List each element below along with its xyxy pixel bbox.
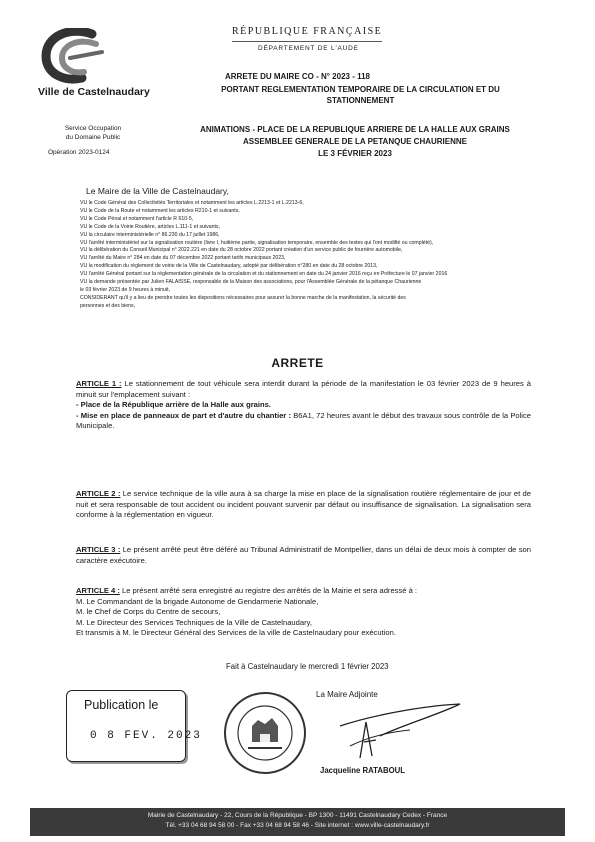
article-1: [76, 379, 531, 432]
service-line: du Domaine Public: [65, 134, 121, 141]
department-header: DÉPARTEMENT DE L'AUDE: [258, 45, 359, 52]
visa-line: VU l'arrêté Général portant sur la réglementation générale de la circulation et du stationnement en date du 24 janvier 2016 reçu en Préfecture le 07 janvier 2016: [80, 271, 448, 278]
visa-line: VU le Code de la Voirie Routière, articles L.111-1 et suivants,: [80, 223, 220, 230]
article-2-text: Le service technique de la ville aura à sa charge la mise en place de la signalisation routière réglementaire de jour et de nuit et sera responsable de tout accident ou incident pouvant survenir par défaut ou insuffisance de signalisation. La signalisation sera conforme à la réglementation en vigueur.: [76, 489, 531, 519]
visas-list: [80, 200, 545, 311]
visa-line: le 03 février 2023 de 9 heures à minuit,: [80, 286, 170, 293]
visa-line: VU le Code Pénal et notamment l'article R 610-5,: [80, 215, 194, 222]
arrete-heading: ARRETE: [271, 356, 324, 370]
article-4: [76, 586, 531, 639]
signature-title: La Maire Adjointe: [316, 690, 378, 699]
operation-number: Opération 2023-0124: [48, 149, 110, 156]
publication-date: 0 8 FEV. 2023: [90, 730, 202, 742]
animation-line: LE 3 FÉVRIER 2023: [318, 149, 392, 158]
footer: [30, 808, 565, 836]
article-1-item: - Place de la République arrière de la Halle aux grains.: [76, 400, 271, 409]
publication-label: Publication le: [84, 698, 159, 712]
fait-a: Fait à Castelnaudary le mercredi 1 février 2023: [226, 662, 389, 671]
visa-line: VU le Code de la Route et notamment les articles R210-1 et suivants,: [80, 207, 240, 214]
recipient-line: M. Le Directeur des Services Techniques de la Ville de Castelnaudary,: [76, 617, 312, 627]
visa-line: VU l'arrêté interministériel sur la signalisation routière (livre I, huitième partie, signalisation temporaire, ensemble des textes qui l'ont modifié ou complété),: [80, 239, 434, 246]
title-line: PORTANT REGLEMENTATION TEMPORAIRE DE LA CIRCULATION ET DU: [221, 85, 500, 94]
animation-line: ANIMATIONS - PLACE DE LA REPUBLIQUE ARRIERE DE LA HALLE AUX GRAINS: [200, 125, 510, 134]
article-1-item-bold: - Mise en place de panneaux de part et d'autre du chantier :: [76, 410, 292, 420]
title-line: STATIONNEMENT: [326, 96, 395, 105]
animation-line: ASSEMBLEE GENERALE DE LA PETANQUE CHAURIENNE: [242, 137, 468, 146]
article-3: [76, 545, 531, 566]
service-block: [48, 124, 138, 142]
article-2-label: ARTICLE 2 :: [76, 489, 121, 498]
visa-line: VU la modification du règlement de voirie de la Ville de Castelnaudary, adopté par délibération n°280 en date du 28 octobre 2013,: [80, 263, 378, 270]
visa-line: personnes et des biens,: [80, 302, 136, 309]
republic-header: RÉPUBLIQUE FRANÇAISE: [232, 26, 383, 37]
city-name: Ville de Castelnaudary: [38, 86, 150, 98]
footer-address: Mairie de Castelnaudary - 22, Cours de la République - BP 1300 - 11491 Castelnaudary Cedex - France: [147, 812, 448, 819]
visa-line: VU l'arrêté du Maire n° 284 en date du 07 décembre 2022 portant tarifs municipaux 2023,: [80, 255, 286, 262]
visa-line: VU la circulaire interministérielle n° 86.230 du 17 juillet 1986,: [80, 231, 220, 238]
article-4-label: ARTICLE 4 :: [76, 586, 120, 595]
signature-drawing: [320, 696, 470, 766]
article-3-text: Le présent arrêté peut être déféré au Tribunal Administratif de Montpellier, dans un délai de deux mois à compter de son caractère exécutoire.: [76, 545, 531, 565]
maire-intro: Le Maire de la Ville de Castelnaudary,: [86, 186, 229, 196]
animation-subject: [160, 124, 550, 160]
arrete-number: ARRETE DU MAIRE CO - N° 2023 - 118: [224, 72, 370, 81]
article-4-text: Le présent arrêté sera enregistré au registre des arrêtés de la Mairie et sera adressé à :: [119, 586, 418, 595]
article-1-text: Le stationnement de tout véhicule sera interdit durant la période de la manifestation le 03 février 2023 de 9 heures à minuit sur l'emplacement suivant :: [76, 379, 531, 399]
recipient-line: M. le Chef de Corps du Centre de secours,: [76, 607, 221, 616]
footer-contact: Tél. +33 04 68 94 58 00 - Fax +33 04 68 94 58 46 - Site internet : www.ville-castelnaudary.fr: [165, 822, 430, 829]
article-3-label: ARTICLE 3 :: [76, 545, 121, 554]
signer-name: Jacqueline RATABOUL: [320, 766, 406, 775]
municipal-seal: [222, 690, 308, 776]
visa-line: CONSIDERANT qu'il y a lieu de prendre toutes les dispositions nécessaires pour assurer la bonne marche de la manifestation, la sécurité des: [80, 294, 406, 301]
article-2: [76, 489, 531, 521]
visa-line: VU la demande présentée par Julien FALAISSE, responsable de la Maison des associations, pour l'Assemblée Générale de la pétanque Chaurienne: [80, 279, 422, 286]
article-1-label: ARTICLE 1 :: [76, 379, 122, 388]
visa-line: VU le Code Général des Collectivités Territoriales et notamment les articles L.2213-1 et L.2213-6,: [80, 200, 304, 206]
visa-line: VU la délibération du Conseil Municipal n° 2022.221 en date du 28 octobre 2022 portant création d'un service public de fourrière automobile,: [80, 247, 403, 254]
header-divider: [232, 41, 382, 42]
recipient-line: M. Le Commandant de la brigade Autonome de Gendarmerie Nationale,: [76, 596, 319, 606]
arrete-title: [178, 84, 543, 106]
service-line: Service Occupation: [64, 125, 122, 132]
recipient-line: Et transmis à M. le Directeur Général des Services de la ville de Castelnaudary pour exécution.: [76, 628, 396, 637]
article-1-item-rest: B6A1, 72 heures avant le début des travaux sous contrôle de la Police Municipale.: [76, 410, 532, 430]
